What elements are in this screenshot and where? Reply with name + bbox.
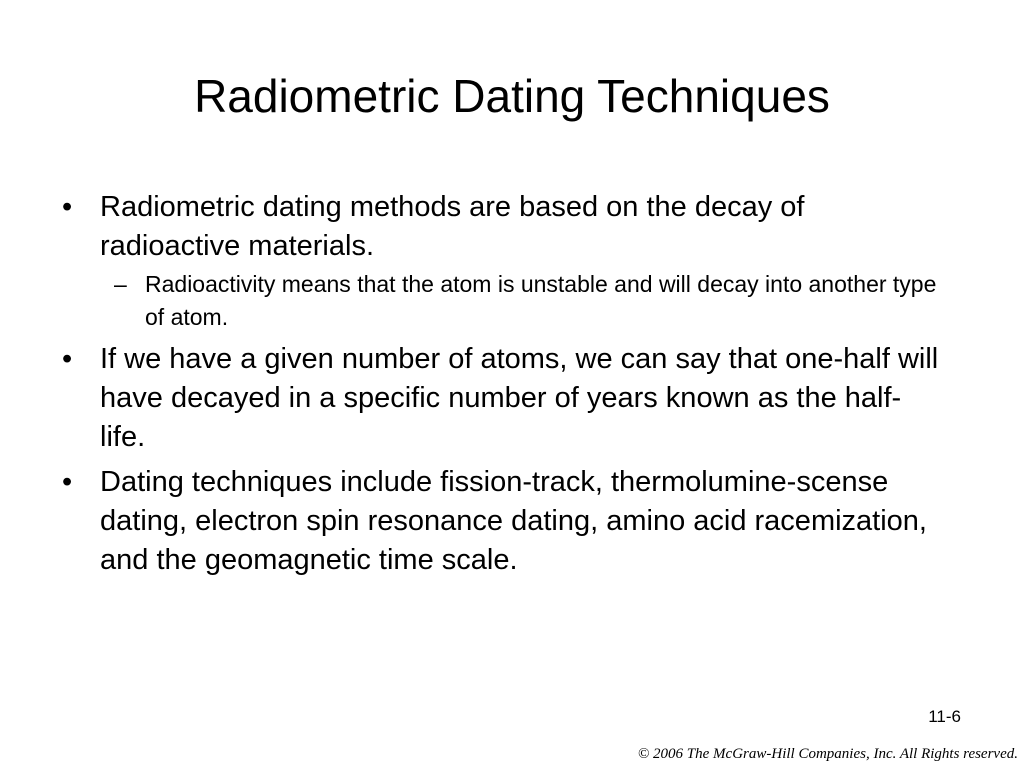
- sub-bullet-list: [100, 268, 942, 334]
- bullet-item: [62, 340, 942, 457]
- bullet-text: Radiometric dating methods are based on the decay of radioactive materials.: [100, 191, 805, 262]
- bullet-list: [62, 188, 942, 586]
- bullet-marker: •: [62, 191, 73, 223]
- bullet-text: Dating techniques include fission-track, thermolumine-scense dating, electron spin resonance dating, amino acid racemization, and the geomagnetic time scale.: [100, 466, 927, 576]
- slide-title: Radiometric Dating Techniques: [194, 70, 830, 122]
- bullet-item: [62, 188, 942, 334]
- sub-bullet-item: [100, 268, 942, 334]
- sub-bullet-marker: –: [114, 271, 127, 297]
- sub-bullet-text: Radioactivity means that the atom is unstable and will decay into another type of atom.: [145, 271, 937, 330]
- bullet-marker: •: [62, 466, 73, 498]
- page-number: 11-6: [928, 707, 961, 726]
- copyright-notice: © 2006 The McGraw-Hill Companies, Inc. All Rights reserved.: [637, 746, 1018, 762]
- bullet-item: [62, 463, 942, 580]
- bullet-marker: •: [62, 343, 73, 375]
- bullet-text: If we have a given number of atoms, we can say that one-half will have decayed in a specific number of years known as the half-life.: [100, 343, 939, 453]
